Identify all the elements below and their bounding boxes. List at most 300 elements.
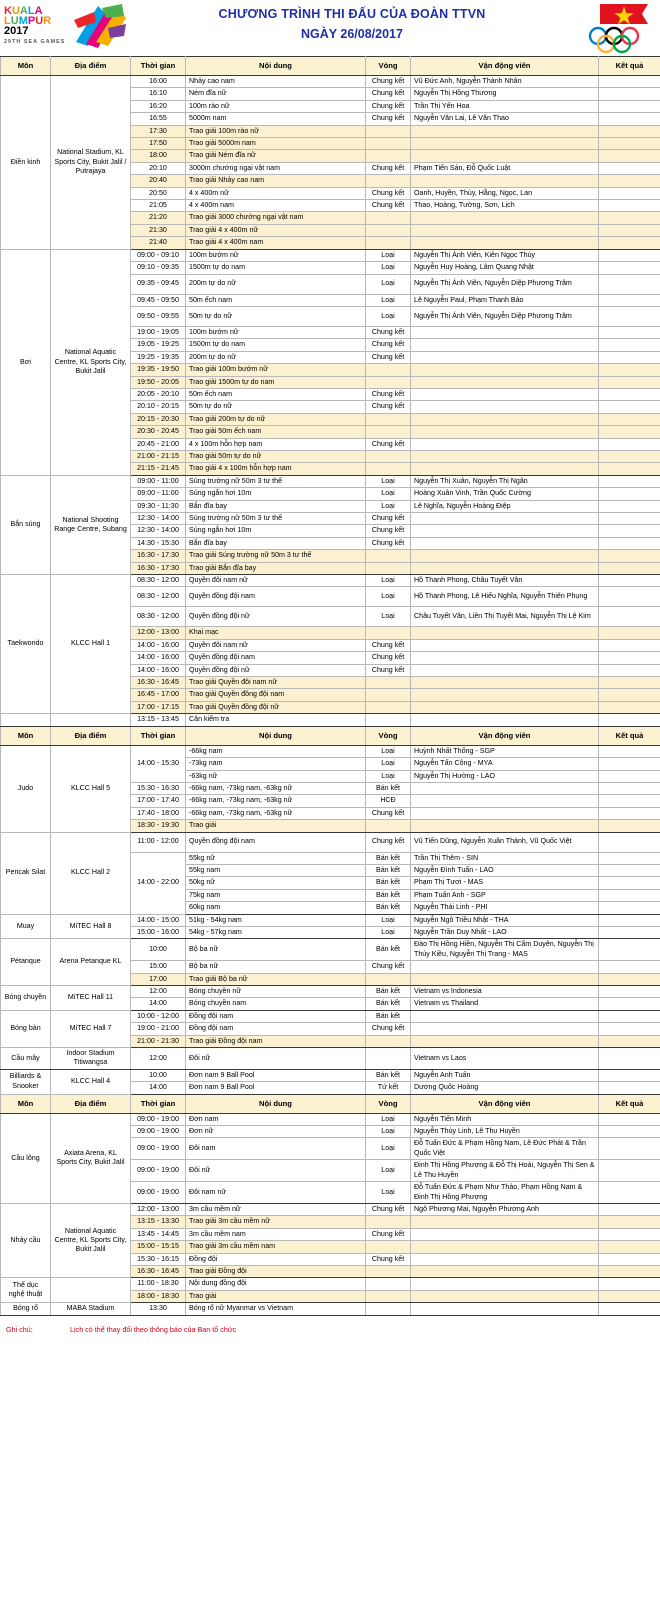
time-cell: 15:30 - 16:15 [131, 1253, 186, 1265]
event-cell: 60kg nam [186, 902, 366, 914]
table-row [1, 1069, 660, 1081]
event-cell: Trao giải 3m cầu mềm nữ [186, 1216, 366, 1228]
athletes-cell: Nguyễn Thị Ánh Viên, Nguyễn Diệp Phương Trâm [411, 274, 599, 294]
time-cell: 14:00 - 16:00 [131, 652, 186, 664]
event-cell: Súng ngắn hơi 10m [186, 488, 366, 500]
time-cell: 13:30 [131, 1303, 186, 1315]
round-cell: Loại [366, 745, 411, 757]
event-cell: Trao giải [186, 1290, 366, 1302]
result-cell [599, 438, 660, 450]
time-cell: 09:00 - 19:00 [131, 1182, 186, 1204]
round-cell [366, 224, 411, 236]
result-cell [599, 488, 660, 500]
time-cell: 21:05 [131, 200, 186, 212]
round-cell: Loại [366, 770, 411, 782]
round-cell: Chung kết [366, 807, 411, 819]
result-cell [599, 388, 660, 400]
sport-name-cell: Billiards & Snooker [1, 1069, 51, 1094]
time-cell: 13:15 - 13:45 [131, 714, 186, 726]
event-cell: Quyền đồng đội nam [186, 652, 366, 664]
time-cell: 19:00 - 19:05 [131, 326, 186, 338]
athletes-cell: Phạm Tuấn Anh - SGP [411, 889, 599, 901]
sport-name-cell: Taekwondo [1, 575, 51, 714]
event-cell: Trao giải 1500m tự do nam [186, 376, 366, 388]
event-cell: Đôi nữ [186, 1048, 366, 1070]
result-cell [599, 306, 660, 326]
round-cell: Loại [366, 500, 411, 512]
round-cell [366, 1303, 411, 1315]
round-cell [366, 175, 411, 187]
venue-cell [51, 714, 131, 726]
time-cell: 09:30 - 11:30 [131, 500, 186, 512]
round-cell: Loại [366, 607, 411, 627]
page-banner [0, 0, 660, 56]
event-cell: 1500m tự do nam [186, 339, 366, 351]
round-cell: Loại [366, 262, 411, 274]
athletes-cell [411, 1023, 599, 1035]
col-header-vong: Vòng [366, 57, 411, 76]
time-cell: 12:00 [131, 986, 186, 998]
table-row [1, 939, 660, 961]
round-cell: Bán kết [366, 852, 411, 864]
athletes-cell [411, 562, 599, 574]
time-cell: 18:00 - 18:30 [131, 1290, 186, 1302]
round-cell: Bán kết [366, 889, 411, 901]
round-cell [366, 426, 411, 438]
event-cell: Bóng chuyền nam [186, 998, 366, 1010]
round-cell [366, 1290, 411, 1302]
time-cell: 20:10 [131, 162, 186, 174]
athletes-cell [411, 1253, 599, 1265]
event-cell: Đồng đội nam [186, 1010, 366, 1022]
col-header-vong: Vòng [366, 1094, 411, 1113]
athletes-cell [411, 1290, 599, 1302]
athletes-cell [411, 689, 599, 701]
sea-games-ribbon-icon [72, 2, 128, 50]
athletes-cell: Vietnam vs Thailand [411, 998, 599, 1010]
time-cell: 10:00 - 12:00 [131, 1010, 186, 1022]
round-cell [366, 1241, 411, 1253]
round-cell: Loại [366, 475, 411, 487]
athletes-cell: Phạm Tiến Sản, Đỗ Quốc Luật [411, 162, 599, 174]
round-cell [366, 627, 411, 639]
result-cell [599, 939, 660, 961]
round-cell [366, 1035, 411, 1047]
time-cell: 14:00 - 16:00 [131, 664, 186, 676]
athletes-cell: Nguyễn Ngô Triều Nhật - THA [411, 914, 599, 926]
athletes-cell [411, 1241, 599, 1253]
page-date: NGÀY 26/08/2017 [301, 27, 403, 41]
round-cell: Chung kết [366, 1203, 411, 1215]
time-cell: 16:20 [131, 100, 186, 112]
result-cell [599, 187, 660, 199]
sport-name-cell: Pétanque [1, 939, 51, 986]
logo-line-year: 2017 [4, 25, 29, 37]
event-cell: 50m ếch nam [186, 388, 366, 400]
col-header-mon: Môn [1, 1094, 51, 1113]
athletes-cell: Đỗ Tuấn Đức & Phạm Như Thảo, Phạm Hồng Nam & Đinh Thị Hồng Phượng [411, 1182, 599, 1204]
athletes-cell [411, 1278, 599, 1290]
result-cell [599, 820, 660, 832]
time-cell: 09:10 - 09:35 [131, 262, 186, 274]
result-cell [599, 175, 660, 187]
event-cell: Trao giải 4 x 100m hỗn hợp nam [186, 463, 366, 475]
event-cell: Trao giải 3000 chướng ngại vật nam [186, 212, 366, 224]
time-cell: 09:45 - 09:50 [131, 294, 186, 306]
result-cell [599, 212, 660, 224]
athletes-cell: Trần Thị Thêm - SIN [411, 852, 599, 864]
event-cell: Trao giải 4 x 400m nam [186, 237, 366, 249]
venue-cell: National Aquatic Centre, KL Sports City, Bukit Jalil [51, 249, 131, 475]
event-cell: Cân kiểm tra [186, 714, 366, 726]
time-cell: 10:00 [131, 939, 186, 961]
result-cell [599, 998, 660, 1010]
round-cell [366, 677, 411, 689]
event-cell: 54kg - 57kg nam [186, 926, 366, 938]
round-cell: Loại [366, 1113, 411, 1125]
event-cell: Nhảy cao nam [186, 76, 366, 88]
athletes-cell [411, 339, 599, 351]
time-cell: 14:00 - 15:00 [131, 914, 186, 926]
athletes-cell: Đỗ Tuấn Đức & Phạm Hồng Nam, Lê Đức Phát & Trần Quốc Việt [411, 1138, 599, 1160]
time-cell: 09:00 - 19:00 [131, 1113, 186, 1125]
time-cell: 09:00 - 19:00 [131, 1126, 186, 1138]
round-cell: Loại [366, 758, 411, 770]
event-cell: Trao giải Ném đĩa nữ [186, 150, 366, 162]
time-cell: 09:00 - 11:00 [131, 488, 186, 500]
event-cell: Bóng chuyền nữ [186, 986, 366, 998]
round-cell [366, 973, 411, 985]
logo-line-games: 29TH SEA GAMES [4, 39, 66, 45]
event-cell: 100m bướm nữ [186, 249, 366, 261]
round-cell: Loại [366, 294, 411, 306]
athletes-cell [411, 1216, 599, 1228]
result-cell [599, 1265, 660, 1277]
table-row [1, 1010, 660, 1022]
venue-cell: National Aquatic Centre, KL Sports City, Bukit Jalil [51, 1203, 131, 1277]
venue-cell: National Stadium, KL Sports City, Bukit Jalil / Putrajaya [51, 76, 131, 250]
athletes-cell [411, 212, 599, 224]
event-cell: Đơn nam 9 Ball Pool [186, 1069, 366, 1081]
athletes-cell [411, 537, 599, 549]
sport-name-cell: Bóng chuyền [1, 986, 51, 1011]
round-cell: Chung kết [366, 438, 411, 450]
result-cell [599, 782, 660, 794]
athletes-cell [411, 401, 599, 413]
page-title-block [130, 6, 574, 42]
round-cell: Chung kết [366, 162, 411, 174]
result-cell [599, 575, 660, 587]
event-cell: 3000m chướng ngại vật nam [186, 162, 366, 174]
result-cell [599, 1278, 660, 1290]
athletes-cell: Đinh Thị Hồng Phượng & Đỗ Thị Hoài, Nguyễn Thị Sen & Lê Thu Huyền [411, 1160, 599, 1182]
athletes-cell [411, 224, 599, 236]
result-cell [599, 986, 660, 998]
result-cell [599, 1069, 660, 1081]
event-cell: -73kg nam [186, 758, 366, 770]
time-cell: 13:15 - 13:30 [131, 1216, 186, 1228]
result-cell [599, 1023, 660, 1035]
time-cell: 17:50 [131, 138, 186, 150]
result-cell [599, 1303, 660, 1315]
time-cell: 16:30 - 17:30 [131, 550, 186, 562]
result-cell [599, 200, 660, 212]
athletes-cell: Huỳnh Nhất Thống - SGP [411, 745, 599, 757]
result-cell [599, 677, 660, 689]
athletes-cell [411, 364, 599, 376]
result-cell [599, 889, 660, 901]
result-cell [599, 1182, 660, 1204]
col-header-ket-qua: Kết quả [599, 726, 660, 745]
table-row [1, 1278, 660, 1290]
result-cell [599, 364, 660, 376]
athletes-cell: Vũ Đức Anh, Nguyễn Thành Nhân [411, 76, 599, 88]
time-cell: 17:00 - 17:40 [131, 795, 186, 807]
athletes-cell: Nguyễn Trần Duy Nhất - LAO [411, 926, 599, 938]
round-cell: Chung kết [366, 187, 411, 199]
table-row [1, 575, 660, 587]
event-cell: Trao giải Súng trường nữ 50m 3 tư thế [186, 550, 366, 562]
event-cell: Trao giải 100m bướm nữ [186, 364, 366, 376]
competition-schedule-table [0, 56, 660, 1316]
round-cell: Chung kết [366, 339, 411, 351]
round-cell: Chung kết [366, 88, 411, 100]
round-cell: Loại [366, 587, 411, 607]
event-cell: 3m cầu mềm nam [186, 1228, 366, 1240]
result-cell [599, 639, 660, 651]
table-row [1, 1113, 660, 1125]
result-cell [599, 401, 660, 413]
athletes-cell: Oanh, Huyền, Thủy, Hằng, Ngọc, Lan [411, 187, 599, 199]
round-cell: Chung kết [366, 525, 411, 537]
athletes-cell [411, 138, 599, 150]
venue-cell: MiTEC Hall 7 [51, 1010, 131, 1047]
time-cell: 15:00 [131, 961, 186, 973]
athletes-cell [411, 426, 599, 438]
time-cell: 12:30 - 14:00 [131, 525, 186, 537]
athletes-cell [411, 820, 599, 832]
athletes-cell [411, 550, 599, 562]
event-cell: Nội dung đồng đội [186, 1278, 366, 1290]
round-cell: Chung kết [366, 664, 411, 676]
table-row [1, 1048, 660, 1070]
event-cell: Bộ ba nữ [186, 939, 366, 961]
athletes-cell: Nguyễn Thị Xuân, Nguyễn Thị Ngân [411, 475, 599, 487]
round-cell: Chung kết [366, 351, 411, 363]
time-cell: 17:30 [131, 125, 186, 137]
round-cell [366, 689, 411, 701]
athletes-cell [411, 973, 599, 985]
event-cell: Trao giải Đồng đội nam [186, 1035, 366, 1047]
venue-cell: KLCC Hall 5 [51, 745, 131, 832]
round-cell: Chung kết [366, 832, 411, 852]
time-cell: 13:45 - 14:45 [131, 1228, 186, 1240]
sport-name-cell: Cầu lông [1, 1113, 51, 1203]
athletes-cell [411, 961, 599, 973]
round-cell: Chung kết [366, 961, 411, 973]
athletes-cell [411, 450, 599, 462]
result-cell [599, 701, 660, 713]
result-cell [599, 463, 660, 475]
sport-name-cell: Judo [1, 745, 51, 832]
result-cell [599, 587, 660, 607]
event-cell: -66kg nam, -73kg nam, -63kg nữ [186, 795, 366, 807]
event-cell: 5000m nam [186, 113, 366, 125]
time-cell: 08:30 - 12:00 [131, 587, 186, 607]
event-cell: -63kg nữ [186, 770, 366, 782]
athletes-cell: Nguyễn Thị Ánh Viên, Kiên Ngọc Thúy [411, 249, 599, 261]
event-cell: Trao giải 4 x 400m nữ [186, 224, 366, 236]
event-cell: Súng trường nữ 50m 3 tư thế [186, 513, 366, 525]
round-cell [366, 820, 411, 832]
time-cell: 16:30 - 16:45 [131, 677, 186, 689]
round-cell: Chung kết [366, 100, 411, 112]
col-header-noi-dung: Nội dung [186, 1094, 366, 1113]
event-cell: Trao giải 100m rào nữ [186, 125, 366, 137]
event-cell: 3m cầu mềm nữ [186, 1203, 366, 1215]
round-cell [366, 212, 411, 224]
event-cell: 100m bướm nữ [186, 326, 366, 338]
round-cell [366, 1048, 411, 1070]
time-cell: 11:00 - 12:00 [131, 832, 186, 852]
athletes-cell: Dương Quốc Hoàng [411, 1082, 599, 1094]
event-cell: 50kg nữ [186, 877, 366, 889]
round-cell: Bán kết [366, 877, 411, 889]
sport-name-cell: Bóng rổ [1, 1303, 51, 1315]
athletes-cell: Vietnam vs Indonesia [411, 986, 599, 998]
col-header-vong: Vòng [366, 726, 411, 745]
result-cell [599, 926, 660, 938]
table-row [1, 986, 660, 998]
round-cell: Chung kết [366, 1023, 411, 1035]
result-cell [599, 274, 660, 294]
athletes-cell [411, 1035, 599, 1047]
athletes-cell [411, 525, 599, 537]
round-cell: Loại [366, 575, 411, 587]
result-cell [599, 914, 660, 926]
time-cell: 17:00 - 17:15 [131, 701, 186, 713]
result-cell [599, 902, 660, 914]
time-cell: 14:30 - 15:30 [131, 537, 186, 549]
round-cell: Chung kết [366, 326, 411, 338]
col-header-dia-diem: Địa điểm [51, 57, 131, 76]
athletes-cell: Nguyễn Tiến Minh [411, 1113, 599, 1125]
sport-name-cell: Điền kinh [1, 76, 51, 250]
time-cell: 14:00 - 16:00 [131, 639, 186, 651]
result-cell [599, 249, 660, 261]
result-cell [599, 262, 660, 274]
event-cell: Bộ ba nữ [186, 961, 366, 973]
event-cell: 75kg nam [186, 889, 366, 901]
round-cell [366, 562, 411, 574]
result-cell [599, 852, 660, 864]
athletes-cell: Thao, Hoàng, Tường, Sơn, Lịch [411, 200, 599, 212]
vietnam-olympic-committee-logo [580, 2, 652, 54]
athletes-cell: Trần Thị Yến Hoa [411, 100, 599, 112]
round-cell: Chung kết [366, 1253, 411, 1265]
result-cell [599, 100, 660, 112]
athletes-cell [411, 1010, 599, 1022]
result-cell [599, 1203, 660, 1215]
round-cell [366, 1216, 411, 1228]
col-header-ket-qua: Kết quả [599, 57, 660, 76]
time-cell: 08:30 - 12:00 [131, 607, 186, 627]
athletes-cell: Hồ Thanh Phong, Châu Tuyết Vân [411, 575, 599, 587]
result-cell [599, 162, 660, 174]
col-header-mon: Môn [1, 726, 51, 745]
event-cell: Quyền đồng đội nữ [186, 607, 366, 627]
result-cell [599, 1228, 660, 1240]
event-cell: Trao giải [186, 820, 366, 832]
result-cell [599, 376, 660, 388]
round-cell: Loại [366, 274, 411, 294]
event-cell: Quyền đôi nam nữ [186, 639, 366, 651]
time-cell: 09:00 - 09:10 [131, 249, 186, 261]
athletes-cell [411, 513, 599, 525]
event-cell: 1500m tự do nam [186, 262, 366, 274]
athletes-cell [411, 125, 599, 137]
result-cell [599, 770, 660, 782]
time-cell: 14:00 [131, 1082, 186, 1094]
round-cell [366, 364, 411, 376]
time-cell: 16:30 - 16:45 [131, 1265, 186, 1277]
venue-cell: KLCC Hall 1 [51, 575, 131, 714]
athletes-cell [411, 438, 599, 450]
col-header-thoi-gian: Thời gian [131, 726, 186, 745]
athletes-cell [411, 701, 599, 713]
time-cell: 20:15 - 20:30 [131, 413, 186, 425]
result-cell [599, 877, 660, 889]
athletes-cell [411, 807, 599, 819]
athletes-cell [411, 388, 599, 400]
table-row [1, 745, 660, 757]
sport-name-cell: Nhảy cầu [1, 1203, 51, 1277]
time-cell: 09:50 - 09:55 [131, 306, 186, 326]
event-cell: 4 x 100m hỗn hợp nam [186, 438, 366, 450]
athletes-cell [411, 326, 599, 338]
col-header-mon: Môn [1, 57, 51, 76]
table-row [1, 1303, 660, 1315]
round-cell: Bán kết [366, 864, 411, 876]
time-cell: 09:00 - 19:00 [131, 1160, 186, 1182]
event-cell: Đôi nam nữ [186, 1182, 366, 1204]
round-cell: Chung kết [366, 513, 411, 525]
result-cell [599, 652, 660, 664]
round-cell [366, 376, 411, 388]
event-cell: Quyền đồng đội nam [186, 587, 366, 607]
time-cell: 21:15 - 21:45 [131, 463, 186, 475]
logo-line-kuala: KUALA [4, 5, 43, 17]
athletes-cell [411, 351, 599, 363]
result-cell [599, 973, 660, 985]
round-cell [366, 150, 411, 162]
result-cell [599, 1082, 660, 1094]
result-cell [599, 1216, 660, 1228]
result-cell [599, 864, 660, 876]
time-cell: 15:30 - 16:30 [131, 782, 186, 794]
result-cell [599, 500, 660, 512]
col-header-noi-dung: Nội dung [186, 726, 366, 745]
time-cell: 18:30 - 19:30 [131, 820, 186, 832]
result-cell [599, 138, 660, 150]
table-row [1, 1203, 660, 1215]
event-cell: Đôi nữ [186, 1160, 366, 1182]
event-cell: Trao giải Quyền đồng đội nam [186, 689, 366, 701]
time-cell: 15:00 - 16:00 [131, 926, 186, 938]
time-cell: 17:00 [131, 973, 186, 985]
time-cell: 16:10 [131, 88, 186, 100]
athletes-cell: Nguyễn Thị Hường - LAO [411, 770, 599, 782]
